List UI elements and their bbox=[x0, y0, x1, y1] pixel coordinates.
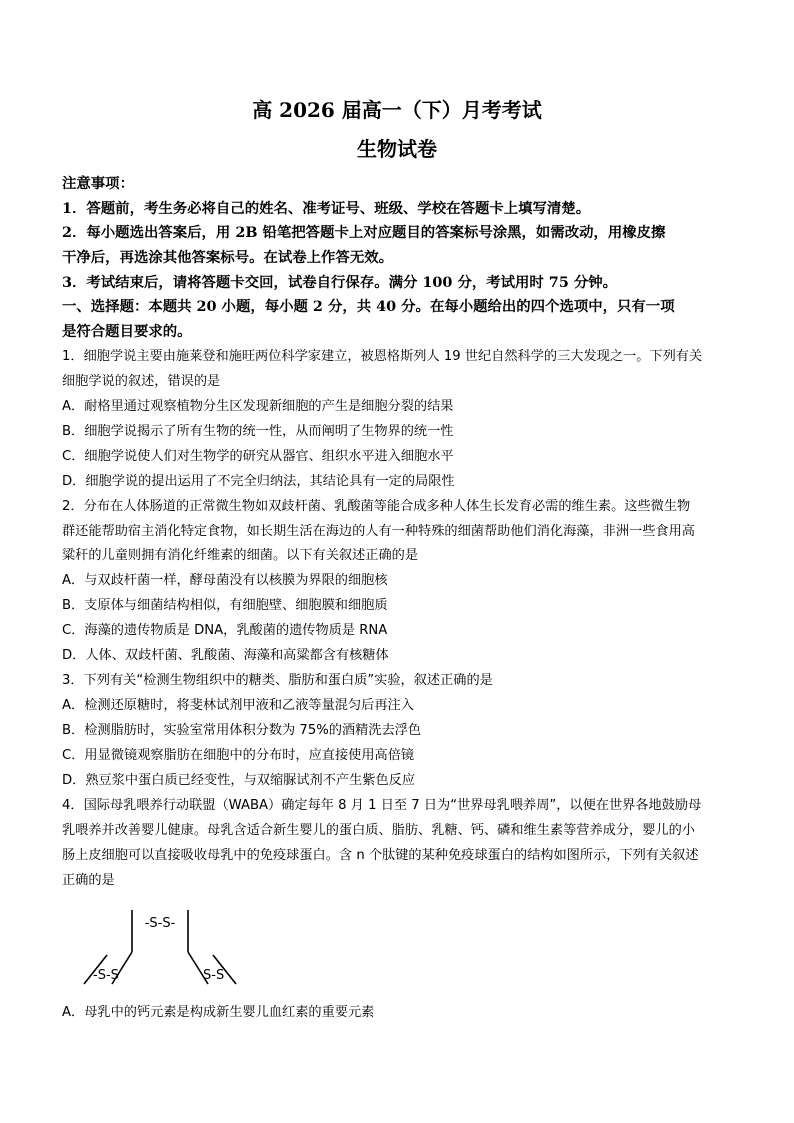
notice-item-3: 3．考试结束后，请将答题卡交回，试卷自行保存。满分 100 分，考试用时 75 分钟。 bbox=[62, 274, 618, 291]
q1-option-d: D．细胞学说的提出运用了不完全归纳法，其结论具有一定的局限性 bbox=[62, 474, 455, 489]
section-1-heading-line2: 是符合题目要求的。 bbox=[62, 323, 192, 340]
q2-stem-line3: 粱秆的儿童则拥有消化纤维素的细菌。以下有关叙述正确的是 bbox=[62, 548, 419, 563]
q3-option-c: C．用显微镜观察脂肪在细胞中的分布时，应直接使用高倍镜 bbox=[62, 748, 415, 763]
notice-heading: 注意事项： bbox=[62, 175, 134, 192]
q4-stem-line3: 肠上皮细胞可以直接吸收母乳中的免疫球蛋白。含 n 个肽键的某种免疫球蛋白的结构如图所示，下列有关叙述 bbox=[62, 848, 699, 863]
disulfide-bond-top: -S-S- bbox=[144, 916, 176, 931]
q1-stem-line1: 1．细胞学说主要由施莱登和施旺两位科学家建立，被恩格斯列人 19 世纪自然科学的三大发现之一。下列有关 bbox=[62, 349, 703, 364]
q1-option-a: A．耐格里通过观察植物分生区发现新细胞的产生是细胞分裂的结果 bbox=[62, 399, 454, 414]
q2-option-a: A．与双歧杆菌一样，酵母菌没有以核膜为界限的细胞核 bbox=[62, 573, 388, 588]
q1-option-b: B．细胞学说揭示了所有生物的统一性，从而阐明了生物界的统一性 bbox=[62, 424, 454, 439]
exam-subtitle: 生物试卷 bbox=[357, 137, 437, 161]
q2-stem-line2: 群还能帮助宿主消化特定食物，如长期生活在海边的人有一种特殊的细菌帮助他们消化海藻，非洲一些食用高 bbox=[62, 524, 695, 539]
notice-item-2-line1: 2．每小题选出答案后，用 2B 铅笔把答题卡上对应题目的答案标号涂黑，如需改动，用橡皮擦 bbox=[62, 224, 666, 241]
q4-option-a: A．母乳中的钙元素是构成新生婴儿血红素的重要元素 bbox=[62, 1005, 375, 1020]
q3-option-d: D．熟豆浆中蛋白质已经变性，与双缩脲试剂不产生紫色反应 bbox=[62, 773, 416, 788]
section-1-heading-line1: 一、选择题：本题共 20 小题，每小题 2 分，共 40 分。在每小题给出的四个选项中，只有一项 bbox=[62, 298, 675, 315]
q2-stem-line1: 2．分布在人体肠道的正常微生物如双歧杆菌、乳酸菌等能合成多种人体生长发育必需的维生素。这些微生物 bbox=[62, 499, 691, 514]
notice-item-2-line2: 干净后，再选涂其他答案标号。在试卷上作答无效。 bbox=[62, 249, 393, 266]
q2-option-b: B．支原体与细菌结构相似，有细胞壁、细胞膜和细胞质 bbox=[62, 598, 388, 613]
q1-stem-line2: 细胞学说的叙述，错误的是 bbox=[62, 374, 221, 389]
q2-option-c: C．海藻的遗传物质是 DNA，乳酸菌的遗传物质是 RNA bbox=[62, 623, 388, 638]
disulfide-bond-left: -S-S bbox=[93, 968, 119, 983]
q3-option-a: A．检测还原糖时，将斐林试剂甲液和乙液等量混匀后再注入 bbox=[62, 698, 414, 713]
q4-stem-line1: 4．国际母乳喂养行动联盟（WABA）确定每年 8 月 1 日至 7 日为“世界母乳喂养周”，以便在世界各地鼓励母 bbox=[62, 798, 702, 813]
disulfide-bond-right: S-S bbox=[203, 968, 225, 983]
q2-option-d: D．人体、双歧杆菌、乳酸菌、海藻和高粱都含有核糖体 bbox=[62, 648, 389, 663]
q3-stem: 3．下列有关“检测生物组织中的糖类、脂肪和蛋白质”实验，叙述正确的是 bbox=[62, 673, 493, 688]
q4-stem-line2: 乳喂养并改善婴儿健康。母乳含适合新生婴儿的蛋白质、脂肪、乳糖、钙、磷和维生素等营养成分，婴儿的小 bbox=[62, 823, 695, 838]
immunoglobulin-structure-figure bbox=[62, 900, 272, 995]
exam-title: 高 2026 届高一（下）月考考试 bbox=[252, 98, 542, 122]
notice-item-1: 1．答题前，考生务必将自己的姓名、准考证号、班级、学校在答题卡上填写清楚。 bbox=[62, 200, 591, 217]
q4-stem-line4: 正确的是 bbox=[62, 873, 115, 888]
q3-option-b: B．检测脂肪时，实验室常用体积分数为 75%的酒精洗去浮色 bbox=[62, 723, 422, 738]
q1-option-c: C．细胞学说使人们对生物学的研究从器官、组织水平进入细胞水平 bbox=[62, 449, 454, 464]
